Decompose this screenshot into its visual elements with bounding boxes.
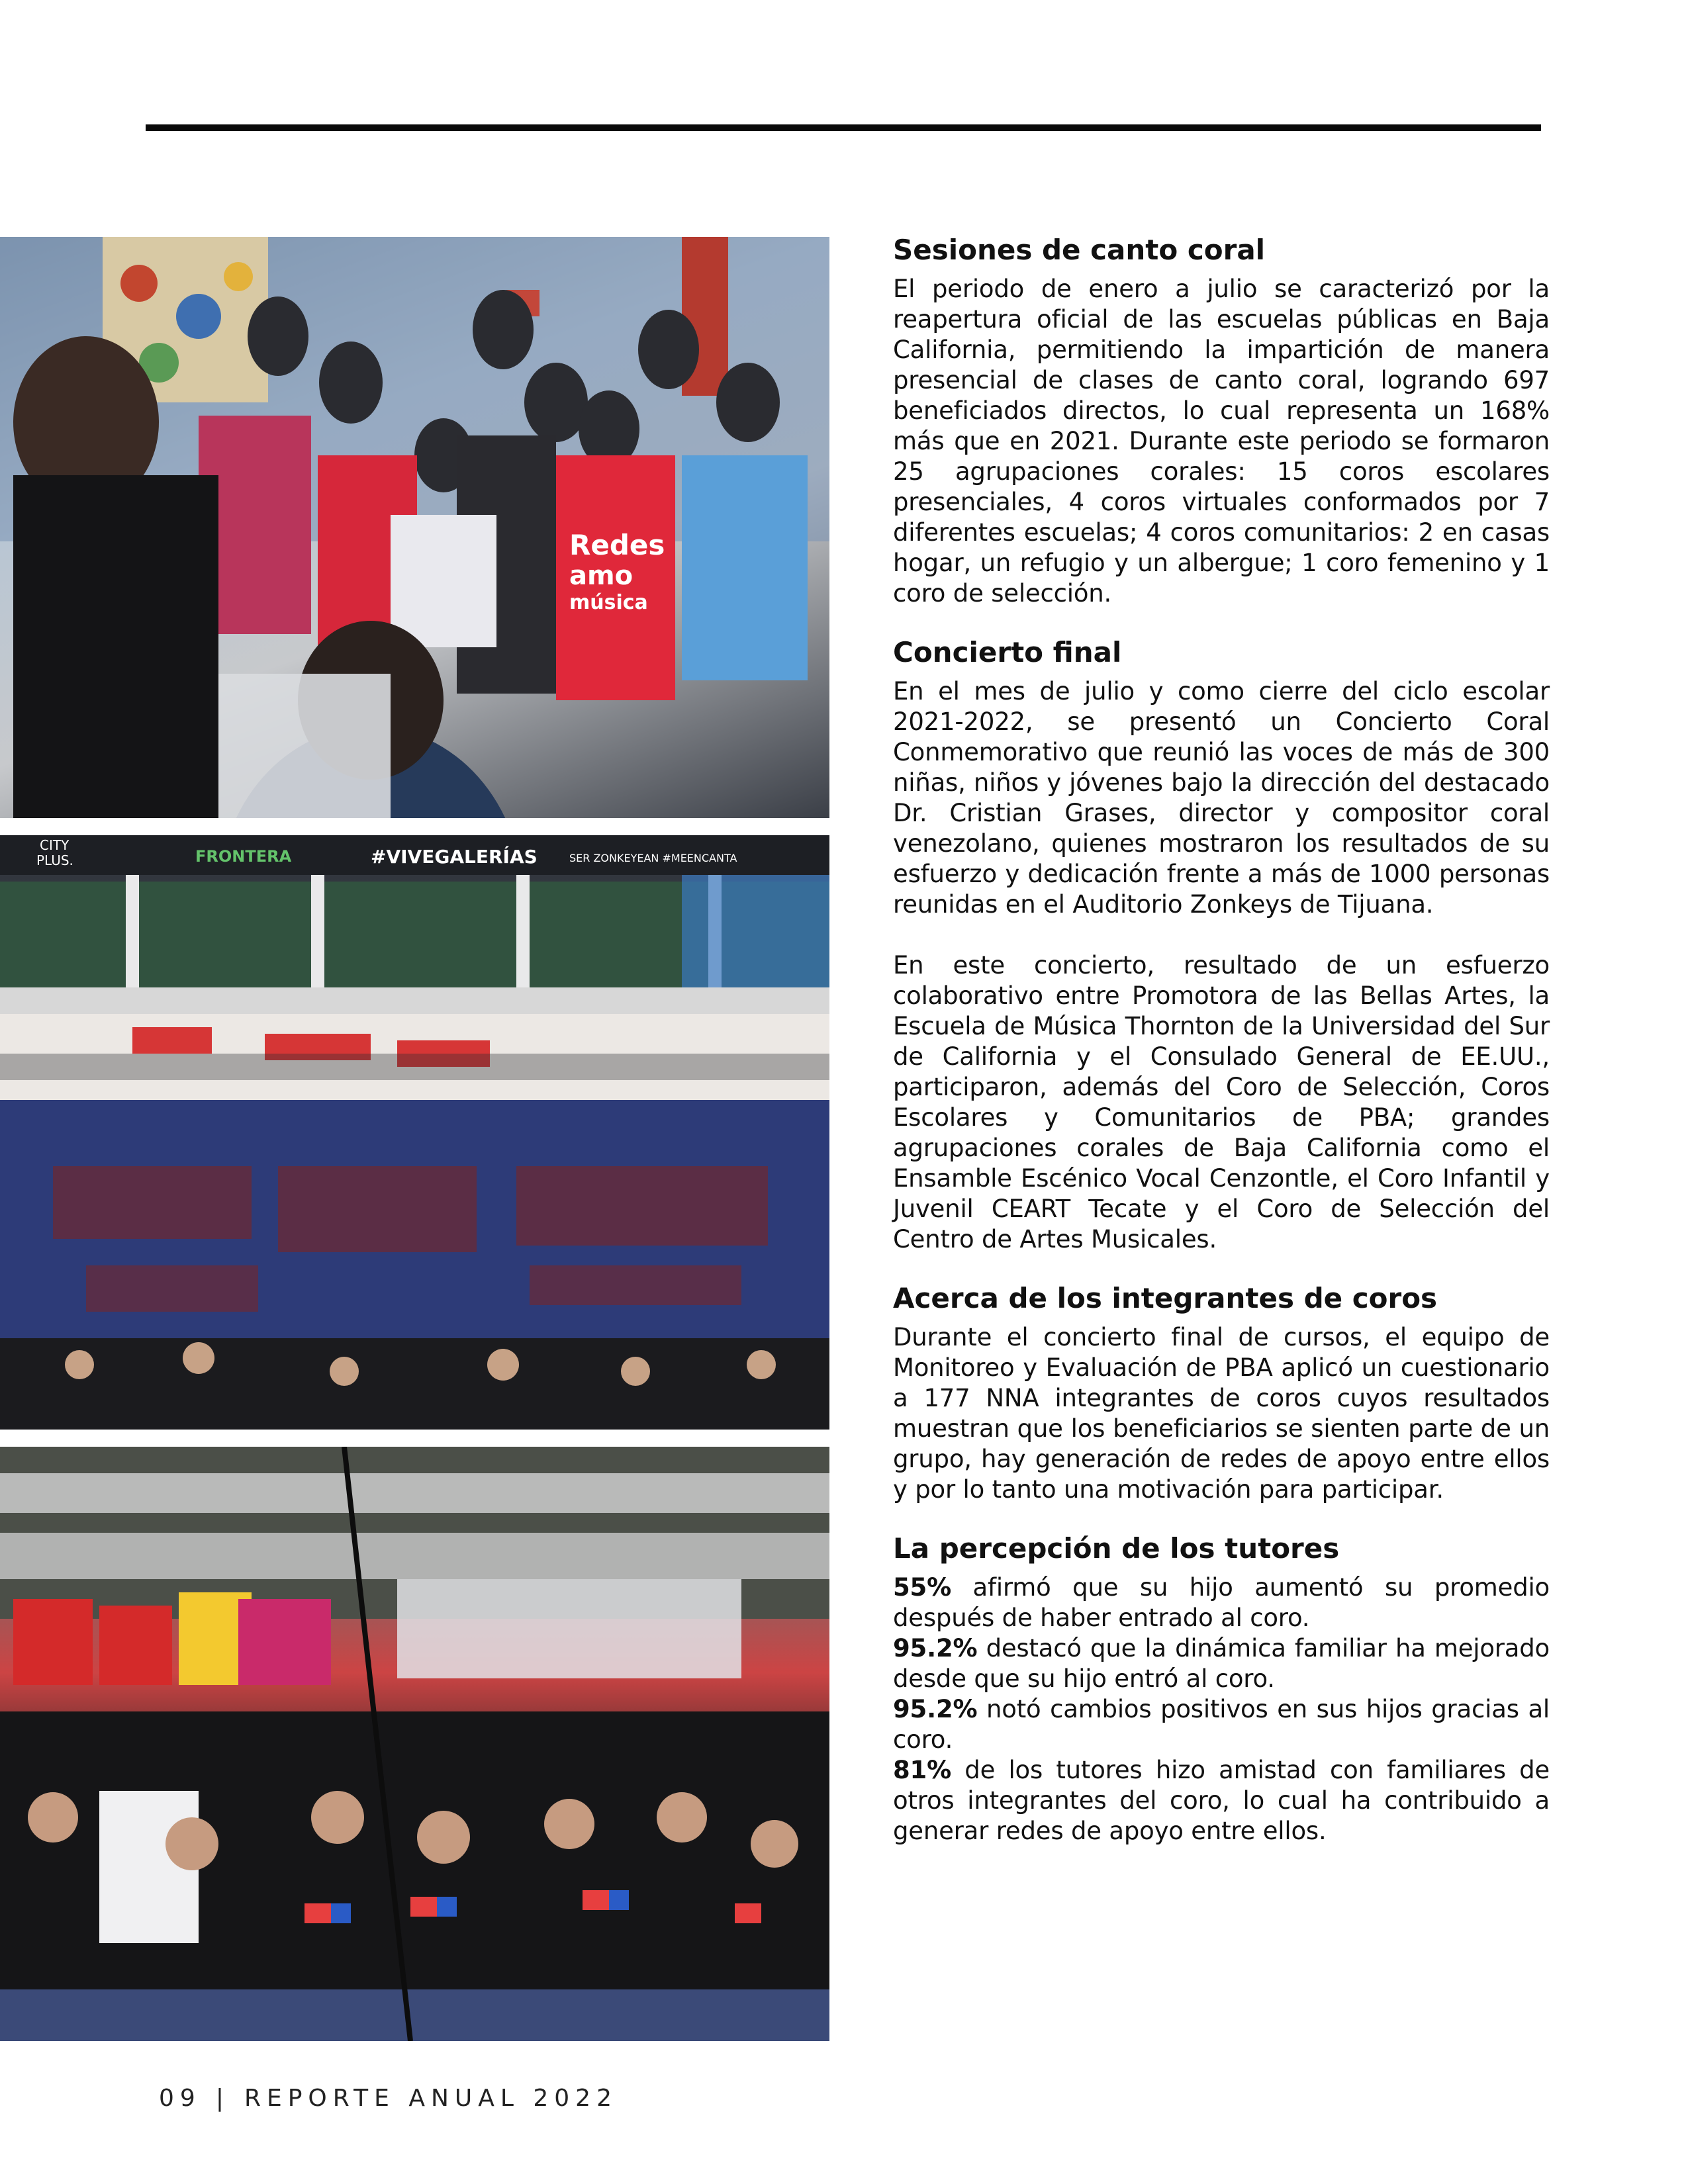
heading-percepcion-tutores: La percepción de los tutores (893, 1532, 1340, 1565)
stat-amistad (893, 1755, 1550, 1846)
stat-text: afirmó que su hijo aumentó su promedio después de haber entrado al coro. (893, 1573, 1550, 1632)
photo-choir-rehearsal-illustration (0, 237, 829, 818)
heading-concierto-final: Concierto final (893, 636, 1122, 668)
report-title: REPORTE ANUAL 2022 (244, 2085, 618, 2112)
stat-text: de los tutores hizo amistad con familiares de otros integrantes del coro, lo cual ha contribuido a generar redes de apoyo entre ellos. (893, 1756, 1550, 1845)
stat-value: 55% (893, 1573, 951, 1602)
stat-cambios-positivos (893, 1694, 1550, 1755)
stat-dinamica-familiar (893, 1633, 1550, 1694)
photo-children-performing (0, 1447, 829, 2041)
banner-plus: PLUS. (36, 852, 73, 868)
paragraph-sesiones: El periodo de enero a julio se caracterizó por la reapertura oficial de las escuelas públicas en Baja California, permitiendo la impartición de manera presencial de clases de canto coral, logrando 697 beneficiados directos, lo cual representa un 168% más que en 2021. Durante este periodo se formaron 25 agrupaciones corales: 15 coros escolares presenciales, 4 coros virtuales conformados por 7 diferentes escuelas; 4 coros comunitarios: 2 en casas hogar, un refugio y un albergue; 1 coro femenino y 1 coro de selección. (893, 275, 1550, 608)
banner-frontera: FRONTERA (195, 847, 292, 866)
article-text-column (893, 232, 1550, 1846)
footer-separator: | (215, 2085, 230, 2112)
page-number: 09 (159, 2085, 201, 2112)
shirt-text-musica: música (569, 591, 648, 614)
shirt-text-amo: amo (569, 561, 633, 591)
top-rule (146, 124, 1541, 131)
paragraph-concierto-2: En este concierto, resultado de un esfuerzo colaborativo entre Promotora de las Bellas Artes, la Escuela de Música Thornton de la Universidad del Sur de California y el Consulado General de EE.UU., participaron, además del Coro de Selección, Coros Escolares y Comunitarios de PBA; grandes agrupaciones corales de Baja California como el Ensamble Escénico Vocal Cenzontle, el Coro Infantil y Juvenil CEART Tecate y el Coro de Selección del Centro de Artes Musicales. (893, 951, 1550, 1253)
paragraph-concierto-1: En el mes de julio y como cierre del ciclo escolar 2021-2022, se presentó un Concierto Coral Conmemorativo que reunió las voces de más de 300 niñas, niños y jóvenes bajo la dirección del destacado Dr. Cristian Grases, director y compositor coral venezolano, quienes mostraron los resultados de su esfuerzo y dedicación frente a más de 1000 personas reunidas en el Auditorio Zonkeys de Tijuana. (893, 677, 1550, 919)
photo-final-concert-illustration (0, 835, 829, 1430)
stat-promedio (893, 1572, 1550, 1633)
photo-choir-rehearsal (0, 237, 829, 818)
heading-integrantes-coros: Acerca de los integrantes de coros (893, 1282, 1438, 1314)
stat-text: destacó que la dinámica familiar ha mejorado desde que su hijo entró al coro. (893, 1634, 1550, 1693)
photo-final-concert (0, 835, 829, 1430)
paragraph-integrantes: Durante el concierto final de cursos, el equipo de Monitoreo y Evaluación de PBA aplicó un cuestionario a 177 NNA integrantes de coros cuyos resultados muestran que los beneficiarios se sienten parte de un grupo, hay generación de redes de apoyo entre ellos y por lo tanto una motivación para participar. (893, 1323, 1550, 1504)
banner-vivegalerias: #VIVEGALERÍAS (371, 846, 538, 868)
banner-zonkeys: SER ZONKEYEAN #MEENCANTA (569, 852, 737, 864)
photo-children-performing-illustration (0, 1447, 829, 2041)
heading-sesiones-canto-coral: Sesiones de canto coral (893, 234, 1266, 266)
banner-city: CITY (40, 837, 70, 853)
stat-value: 95.2% (893, 1634, 978, 1662)
stat-value: 95.2% (893, 1695, 978, 1723)
shirt-text-redes: Redes (569, 529, 665, 561)
stat-text: notó cambios positivos en sus hijos gracias al coro. (893, 1695, 1550, 1754)
page-footer (159, 2085, 618, 2112)
stat-value: 81% (893, 1756, 951, 1784)
